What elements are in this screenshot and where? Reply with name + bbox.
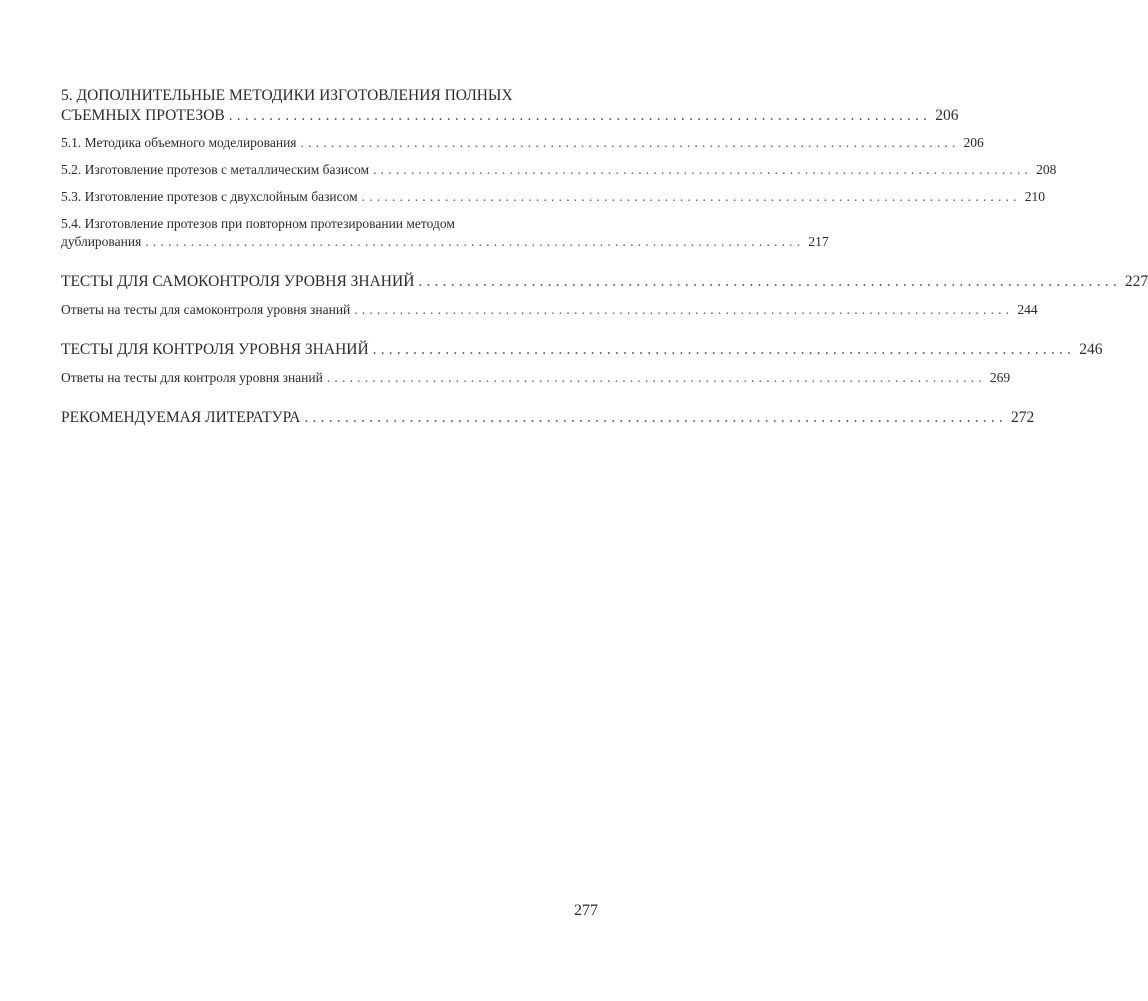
toc-entry-page: 269 <box>989 370 1011 385</box>
table-of-contents <box>61 86 1148 428</box>
toc-entry-title: Ответы на тесты для контроля уровня знаний <box>61 370 323 385</box>
dot-leader: ....................................................................................... <box>354 302 1014 317</box>
toc-entry-answers-self[interactable] <box>61 301 1038 319</box>
toc-entry-page: 227 <box>1124 273 1148 290</box>
dot-leader: ....................................................................................... <box>418 273 1121 290</box>
toc-entry-page: 206 <box>935 107 959 124</box>
toc-entry-page: 246 <box>1079 341 1103 358</box>
toc-entry-literature[interactable] <box>61 408 1035 428</box>
dot-leader: ....................................................................................... <box>326 370 986 385</box>
toc-entry-5-1[interactable] <box>61 134 984 152</box>
toc-entry-tests-self[interactable] <box>61 272 1148 292</box>
toc-entry-page: 210 <box>1024 189 1045 204</box>
toc-entry-chapter-5[interactable] <box>61 86 959 126</box>
toc-entry-page: 217 <box>808 234 829 249</box>
dot-leader: ....................................................................................... <box>361 189 1021 204</box>
toc-entry-title: РЕКОМЕНДУЕМАЯ ЛИТЕРАТУРА <box>61 409 301 426</box>
toc-entry-title: ТЕСТЫ ДЛЯ КОНТРОЛЯ УРОВНЯ ЗНАНИЙ <box>61 341 369 358</box>
toc-entry-title-line1: 5.4. Изготовление протезов при повторном протезировании методом <box>61 216 455 231</box>
toc-entry-title: ТЕСТЫ ДЛЯ САМОКОНТРОЛЯ УРОВНЯ ЗНАНИЙ <box>61 273 415 290</box>
toc-entry-5-3[interactable] <box>61 188 1045 206</box>
toc-entry-title-line2: СЪЕМНЫХ ПРОТЕЗОВ <box>61 107 225 124</box>
dot-leader: ....................................................................................... <box>145 234 805 249</box>
toc-entry-5-4[interactable] <box>61 215 829 251</box>
toc-entry-page: 244 <box>1017 302 1038 317</box>
page-number: 277 <box>574 902 598 919</box>
toc-entry-tests-control[interactable] <box>61 340 1103 360</box>
toc-entry-title-line2: дублирования <box>61 234 142 249</box>
toc-entry-page: 206 <box>963 135 984 150</box>
toc-entry-title: Ответы на тесты для самоконтроля уровня знаний <box>61 302 351 317</box>
toc-entry-title: 5.1. Методика объемного моделирования <box>61 135 297 150</box>
dot-leader: ....................................................................................... <box>304 409 1007 426</box>
dot-leader: ....................................................................................... <box>372 341 1076 358</box>
toc-entry-page: 208 <box>1036 162 1057 177</box>
toc-entry-title: 5.2. Изготовление протезов с металлическим базисом <box>61 162 370 177</box>
toc-entry-answers-control[interactable] <box>61 369 1011 387</box>
toc-entry-title: 5.3. Изготовление протезов с двухслойным базисом <box>61 189 358 204</box>
toc-entry-page: 272 <box>1011 409 1035 426</box>
dot-leader: ....................................................................................... <box>228 107 932 124</box>
dot-leader: ....................................................................................... <box>373 162 1033 177</box>
toc-entry-title-line1: 5. ДОПОЛНИТЕЛЬНЫЕ МЕТОДИКИ ИЗГОТОВЛЕНИЯ ПОЛНЫХ <box>61 87 513 104</box>
dot-leader: ....................................................................................... <box>300 135 960 150</box>
toc-entry-5-2[interactable] <box>61 161 1057 179</box>
